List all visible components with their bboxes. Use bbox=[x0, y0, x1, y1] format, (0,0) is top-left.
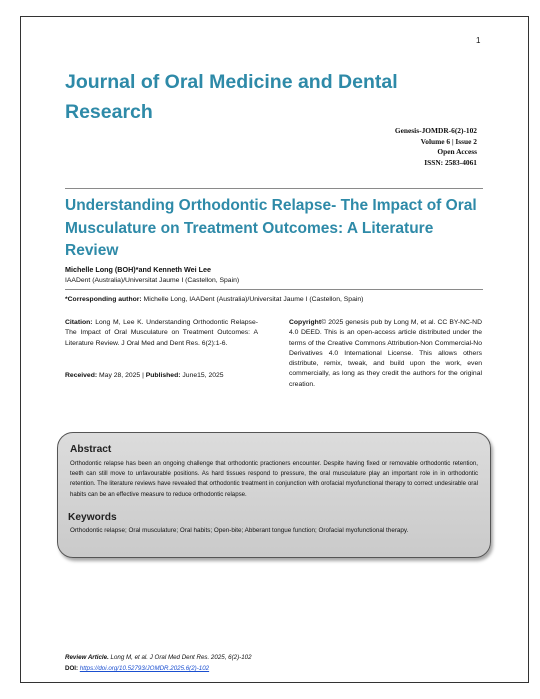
affiliation: IAADent (Australia)/Universitat Jaume I (Castellon, Spain) bbox=[65, 277, 240, 284]
footer-doi bbox=[65, 665, 209, 672]
published-date: June15, 2025 bbox=[180, 372, 224, 379]
copyright-text: © 2025 genesis pub by Long M, et al. CC BY-NC-ND 4.0 DEED. This is an open-access article distributed under the terms of the Creative Commons Attribution-Non Commercial-No Derivatives 4.0 International License. This allows others distribute, remix, tweak, and build upon the work, even commercially, as long as they credit the authors for the original creation. bbox=[289, 319, 482, 388]
abstract-text: Orthodontic relapse has been an ongoing challenge that orthodontic practioners encounter. Despite having fixed or removable orthodontic retention, teeth can still move to unfavourable positions. As hard tissues respond to pressure, the oral musculature play an important role in in orthodontic retention. The literature reviews have revealed that orthodontic treatment in conjunction with orofacial myofunctional therapy to correct undesirable oral habits can be an effective measure to reduce orthodontic relapse. bbox=[70, 460, 478, 498]
doi-label: DOI: bbox=[65, 665, 79, 672]
divider-middle bbox=[65, 289, 483, 290]
citation-text: Long M, Lee K. Understanding Orthodontic Relapse-The Impact of Oral Musculature on Treatment Outcomes: A Literature Review. J Oral Med and Dent Res. 6(2):1-6. bbox=[65, 319, 258, 347]
keywords-heading: Keywords bbox=[68, 512, 117, 523]
citation bbox=[65, 318, 258, 349]
journal-title: Journal of Oral Medicine and Dental Research bbox=[65, 71, 398, 123]
issn: ISSN: 2583-4061 bbox=[424, 157, 477, 167]
copyright-label: Copyright bbox=[289, 319, 322, 326]
citation-label: Citation: bbox=[65, 319, 93, 326]
keywords-text: Orthodontic relapse; Oral musculature; Oral habits; Open-bite; Abberant tongue function; Orofacial myofunctional therapy. bbox=[70, 527, 409, 534]
article-meta bbox=[395, 126, 477, 168]
received-label: Received: bbox=[65, 372, 98, 379]
open-access-label: Open Access bbox=[437, 147, 477, 156]
volume-issue: Volume 6 | Issue 2 bbox=[420, 136, 477, 146]
article-title: Understanding Orthodontic Relapse- The Impact of Oral Musculature on Treatment Outcomes: A Literature Review bbox=[65, 197, 477, 259]
page-number: 1 bbox=[476, 36, 481, 45]
review-text: Long M, et al. J Oral Med Dent Res. 2025, 6(2)-102 bbox=[108, 654, 252, 661]
corresponding-author-label: *Corresponding author: bbox=[65, 296, 142, 303]
published-label: Published: bbox=[145, 372, 181, 379]
corresponding-author-text: Michelle Long, IAADent (Australia)/Universitat Jaume I (Castellon, Spain) bbox=[141, 296, 364, 303]
abstract-heading: Abstract bbox=[70, 444, 112, 455]
review-label: Review Article. bbox=[65, 654, 109, 661]
footer-review bbox=[65, 654, 252, 661]
received-date: May 28, 2025 | bbox=[97, 372, 146, 379]
article-id: Genesis-JOMDR-6(2)-102 bbox=[394, 126, 477, 135]
corresponding-author bbox=[65, 296, 363, 303]
dates bbox=[65, 372, 224, 379]
copyright bbox=[289, 318, 482, 390]
divider-top bbox=[65, 188, 483, 189]
authors: Michelle Long (BOH)*and Kenneth Wei Lee bbox=[65, 265, 212, 274]
doi-link[interactable]: https://doi.org/10.52793/JOMDR.2025.6(2)-102 bbox=[79, 665, 210, 672]
